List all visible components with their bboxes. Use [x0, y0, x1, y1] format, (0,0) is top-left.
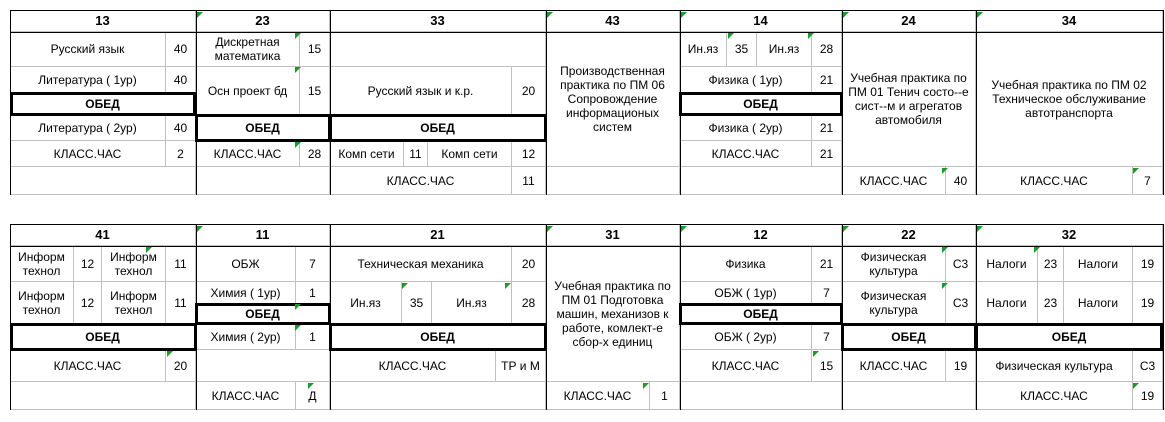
class-hour-count[interactable]: 21 — [812, 141, 842, 167]
comment-marker-icon — [843, 226, 849, 232]
subject-safety-1-count[interactable]: 7 — [812, 282, 842, 304]
class-hour-count[interactable]: 11 — [512, 167, 546, 195]
group-header-33[interactable]: 33 — [330, 10, 546, 32]
grid-line — [10, 32, 1163, 33]
subject-literature-1[interactable]: Литература ( 1ур) — [10, 67, 166, 93]
class-hour-count[interactable]: 1 — [650, 382, 680, 410]
group-header-22[interactable]: 22 — [842, 224, 976, 246]
comment-marker-icon — [197, 226, 203, 232]
subject-tax-3-count[interactable]: 23 — [1038, 282, 1064, 324]
class-hour[interactable]: КЛАСС.ЧАС — [330, 350, 496, 382]
subject-tax-4[interactable]: Налоги — [1064, 282, 1133, 324]
subject-networks-2-count[interactable]: 12 — [512, 141, 546, 167]
grid-line — [1163, 224, 1164, 410]
class-hour-count[interactable]: 28 — [300, 141, 330, 167]
comment-marker-icon — [843, 12, 849, 18]
subject-it-1-count[interactable]: 12 — [74, 246, 102, 282]
class-hour-count[interactable]: 15 — [812, 350, 842, 382]
subject-physics-1[interactable]: Физика ( 1ур) — [680, 67, 812, 93]
lunch-break[interactable]: ОБЕД — [10, 93, 196, 115]
subject-pe-1-count[interactable]: С3 — [946, 246, 976, 282]
empty-cell[interactable] — [842, 382, 976, 410]
subject-english-2-count[interactable]: 28 — [512, 282, 546, 324]
comment-marker-icon — [197, 12, 203, 18]
class-hour[interactable]: КЛАСС.ЧАС — [546, 382, 650, 410]
subject-it-4[interactable]: Информ технол — [102, 282, 166, 324]
lunch-break[interactable]: ОБЕД — [976, 324, 1163, 350]
subject-networks-1[interactable]: Комп сети — [330, 141, 404, 167]
subject-literature-2[interactable]: Литература ( 2ур) — [10, 115, 166, 141]
empty-cell[interactable] — [196, 167, 330, 195]
subject-chem-1-count[interactable]: 1 — [296, 282, 330, 304]
class-hour[interactable]: КЛАСС.ЧАС — [196, 382, 296, 410]
empty-cell[interactable] — [680, 167, 842, 195]
comment-marker-icon — [1034, 247, 1040, 253]
comment-marker-icon — [681, 12, 687, 18]
subject-safety[interactable]: ОБЖ — [196, 246, 296, 282]
subject-safety-2-count[interactable]: 7 — [812, 324, 842, 350]
class-hour-count[interactable]: 40 — [946, 167, 976, 195]
class-hour-count[interactable]: 19 — [946, 350, 976, 382]
grid-line — [330, 10, 331, 195]
class-hour-count[interactable]: Д — [296, 382, 330, 410]
subject-pe-1[interactable]: Физическая культура — [842, 246, 946, 282]
group-header-24[interactable]: 24 — [842, 10, 976, 32]
subject-safety-1[interactable]: ОБЖ ( 1ур) — [680, 282, 812, 304]
subject-russian-kr-count[interactable]: 20 — [512, 67, 546, 115]
subject-russian[interactable]: Русский язык — [10, 32, 166, 67]
subject-safety-count[interactable]: 7 — [296, 246, 330, 282]
empty-cell[interactable] — [546, 167, 680, 195]
subject-pe-count[interactable]: С3 — [1133, 350, 1163, 382]
subject-pe-2-count[interactable]: С3 — [946, 282, 976, 324]
lunch-break[interactable]: ОБЕД — [330, 115, 546, 141]
subject-english-1[interactable]: Ин.яз — [680, 32, 727, 67]
subject-chem-2-count[interactable]: 1 — [296, 324, 330, 350]
subject-english-2[interactable]: Ин.яз — [757, 32, 812, 67]
comment-marker-icon — [547, 226, 553, 232]
subject-physics-2-count[interactable]: 21 — [812, 115, 842, 141]
practice-cell[interactable]: Производственная практика по ПМ 06 Сопровождение информационых систем — [546, 32, 680, 167]
class-hour[interactable]: КЛАСС.ЧАС — [842, 167, 946, 195]
subject-it-2[interactable]: Информ технол — [102, 246, 166, 282]
subject-db-design-count[interactable]: 15 — [300, 67, 330, 115]
empty-cell[interactable] — [10, 382, 196, 410]
group-header-34[interactable]: 34 — [976, 10, 1163, 32]
comment-marker-icon — [813, 351, 819, 357]
comment-marker-icon — [942, 168, 948, 174]
subject-it-3[interactable]: Информ технол — [10, 282, 74, 324]
subject-networks-1-count[interactable]: 11 — [404, 141, 428, 167]
grid-line — [842, 224, 843, 410]
comment-marker-icon — [295, 33, 301, 39]
comment-marker-icon — [1133, 383, 1139, 389]
subject-db-design[interactable]: Осн проект бд — [196, 67, 300, 115]
comment-marker-icon — [643, 383, 649, 389]
subject-discrete-math[interactable]: Дискретная математика — [196, 32, 300, 67]
subject-literature-1-count[interactable]: 40 — [166, 67, 196, 93]
comment-marker-icon — [1133, 168, 1139, 174]
subject-discrete-math-count[interactable]: 15 — [300, 32, 330, 67]
empty-cell[interactable] — [330, 32, 546, 67]
subject-tax-1-count[interactable]: 23 — [1038, 246, 1064, 282]
class-hour-count[interactable]: 19 — [1133, 382, 1163, 410]
grid-line — [10, 224, 1163, 225]
subject-english-2[interactable]: Ин.яз — [432, 282, 512, 324]
grid-line — [680, 10, 681, 195]
practice-cell[interactable]: Учебная практика по ПМ 02 Техническое обслуживание автотранспорта — [976, 32, 1163, 167]
group-header-11[interactable]: 11 — [196, 224, 330, 246]
group-header-31[interactable]: 31 — [546, 224, 680, 246]
practice-cell[interactable]: Учебная практика по ПМ 01 Подготовка машин, механизов к работе, комлект-е сбор-х единиц — [546, 246, 680, 382]
grid-line — [196, 10, 197, 195]
comment-marker-icon — [295, 67, 301, 73]
lunch-break[interactable]: ОБЕД — [842, 324, 976, 350]
subject-it-1[interactable]: Информ технол — [10, 246, 74, 282]
grid-line — [546, 224, 547, 410]
comment-marker-icon — [942, 283, 948, 289]
subject-physics-count[interactable]: 21 — [812, 246, 842, 282]
comment-marker-icon — [402, 283, 408, 289]
subject-it-3-count[interactable]: 12 — [74, 282, 102, 324]
subject-english-1[interactable]: Ин.яз — [330, 282, 402, 324]
lunch-break[interactable]: ОБЕД — [196, 304, 330, 324]
comment-marker-icon — [295, 325, 301, 331]
comment-marker-icon — [977, 226, 983, 232]
lunch-break[interactable]: ОБЕД — [196, 115, 330, 141]
class-hour-count[interactable]: ТР и М — [496, 350, 546, 382]
grid-line — [680, 224, 681, 410]
grid-line — [10, 246, 1163, 247]
subject-english-1-count[interactable]: 35 — [402, 282, 432, 324]
grid-line — [196, 224, 197, 410]
subject-pe[interactable]: Физическая культура — [976, 350, 1133, 382]
lunch-break[interactable]: ОБЕД — [680, 93, 842, 115]
subject-tax-1[interactable]: Налоги — [976, 246, 1038, 282]
group-header-32[interactable]: 32 — [976, 224, 1163, 246]
grid-line — [976, 10, 977, 195]
group-header-23[interactable]: 23 — [196, 10, 330, 32]
comment-marker-icon — [547, 12, 553, 18]
lunch-break[interactable]: ОБЕД — [330, 324, 546, 350]
subject-chem-1[interactable]: Химия ( 1ур) — [196, 282, 296, 304]
practice-cell[interactable]: Учебная практика по ПМ 01 Тенич состо--е сист--м и агрегатов автомобиля — [842, 32, 976, 167]
grid-line — [842, 10, 843, 195]
comment-marker-icon — [505, 283, 511, 289]
empty-cell[interactable] — [680, 382, 842, 410]
subject-english-1-count[interactable]: 35 — [727, 32, 757, 67]
comment-marker-icon — [977, 12, 983, 18]
class-hour[interactable]: КЛАСС.ЧАС — [680, 141, 812, 167]
class-hour[interactable]: КЛАСС.ЧАС — [10, 350, 166, 382]
subject-physics-2[interactable]: Физика ( 2ур) — [680, 115, 812, 141]
subject-tax-4-count[interactable]: 19 — [1133, 282, 1163, 324]
subject-tech-mechanics[interactable]: Техническая механика — [330, 246, 512, 282]
class-hour[interactable]: КЛАСС.ЧАС — [10, 141, 166, 167]
subject-russian-count[interactable]: 40 — [166, 32, 196, 67]
comment-marker-icon — [308, 383, 314, 389]
grid-line — [1163, 10, 1164, 195]
comment-marker-icon — [808, 33, 814, 39]
class-hour[interactable]: КЛАСС.ЧАС — [842, 350, 946, 382]
subject-physics-1-count[interactable]: 21 — [812, 67, 842, 93]
subject-tax-3[interactable]: Налоги — [976, 282, 1038, 324]
group-header-14[interactable]: 14 — [680, 10, 842, 32]
group-header-43[interactable]: 43 — [546, 10, 680, 32]
class-hour[interactable]: КЛАСС.ЧАС — [976, 382, 1133, 410]
subject-networks-2[interactable]: Комп сети — [428, 141, 512, 167]
subject-safety-2[interactable]: ОБЖ ( 2ур) — [680, 324, 812, 350]
grid-line — [10, 224, 11, 410]
subject-pe-2[interactable]: Физическая культура — [842, 282, 946, 324]
subject-it-4-count[interactable]: 11 — [166, 282, 196, 324]
subject-it-2-count[interactable]: 11 — [166, 246, 196, 282]
comment-marker-icon — [295, 142, 301, 148]
subject-chem-2[interactable]: Химия ( 2ур) — [196, 324, 296, 350]
group-header-12[interactable]: 12 — [680, 224, 842, 246]
comment-marker-icon — [728, 33, 734, 39]
subject-tax-2[interactable]: Налоги — [1064, 246, 1133, 282]
subject-russian-kr[interactable]: Русский язык и к.р. — [330, 67, 512, 115]
class-hour[interactable]: КЛАСС.ЧАС — [330, 167, 512, 195]
subject-physics[interactable]: Физика — [680, 246, 812, 282]
class-hour[interactable]: КЛАСС.ЧАС — [976, 167, 1133, 195]
comment-marker-icon — [146, 247, 152, 253]
class-hour-count[interactable]: 2 — [166, 141, 196, 167]
subject-english-2-count[interactable]: 28 — [812, 32, 842, 67]
grid-line — [10, 10, 1163, 11]
subject-tax-2-count[interactable]: 19 — [1133, 246, 1163, 282]
lunch-break[interactable]: ОБЕД — [680, 304, 842, 324]
class-hour[interactable]: КЛАСС.ЧАС — [196, 141, 300, 167]
class-hour-count[interactable]: 20 — [166, 350, 196, 382]
subject-literature-2-count[interactable]: 40 — [166, 115, 196, 141]
empty-cell[interactable] — [330, 382, 546, 410]
group-header-41[interactable]: 41 — [10, 224, 196, 246]
comment-marker-icon — [295, 304, 301, 310]
comment-marker-icon — [167, 351, 173, 357]
grid-line — [10, 10, 11, 195]
group-header-21[interactable]: 21 — [330, 224, 546, 246]
class-hour-count[interactable]: 7 — [1133, 167, 1163, 195]
group-header-13[interactable]: 13 — [10, 10, 196, 32]
lunch-break[interactable]: ОБЕД — [10, 324, 196, 350]
empty-cell[interactable] — [10, 167, 196, 195]
class-hour[interactable]: КЛАСС.ЧАС — [680, 350, 812, 382]
grid-line — [976, 224, 977, 410]
comment-marker-icon — [942, 247, 948, 253]
grid-line — [330, 224, 331, 410]
subject-tech-mechanics-count[interactable]: 20 — [512, 246, 546, 282]
empty-cell[interactable] — [196, 350, 330, 382]
comment-marker-icon — [681, 226, 687, 232]
grid-line — [546, 10, 547, 195]
